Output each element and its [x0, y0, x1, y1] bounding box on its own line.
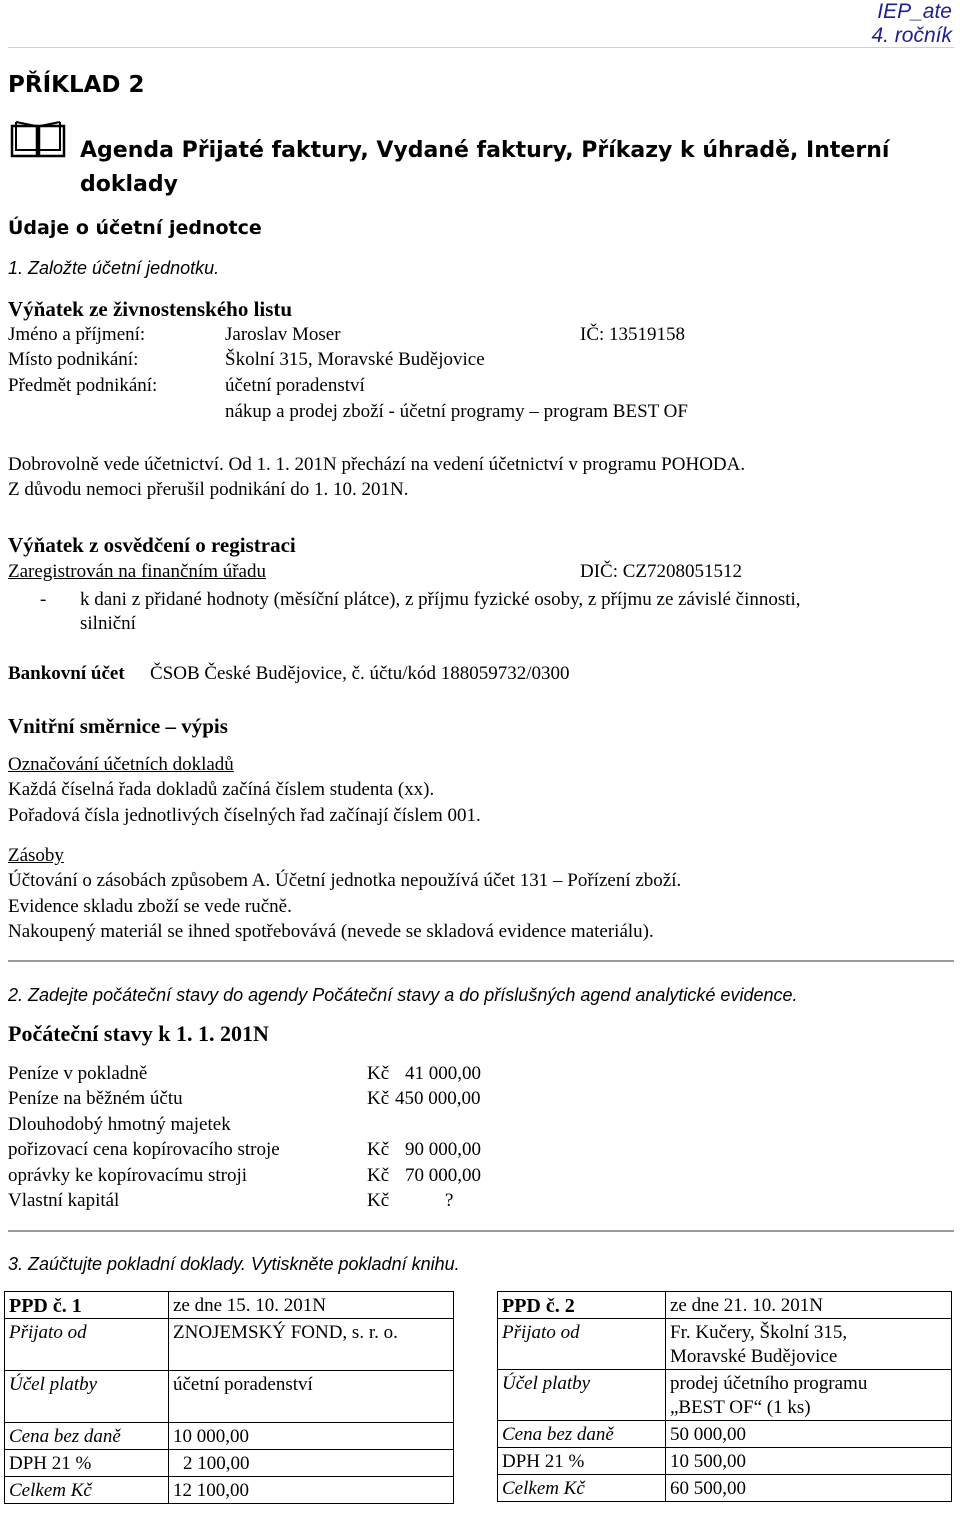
business-value-2: nákup a prodej zboží - účetní programy – program BEST OF [225, 401, 688, 422]
opening-row-amount: ? [445, 1190, 454, 1211]
ppd-row [5, 1477, 454, 1504]
agenda-heading-line2: doklady [80, 172, 178, 197]
ppd-value: 2 100,00 [169, 1450, 454, 1477]
opening-row-currency: Kč [367, 1190, 390, 1211]
task-2: 2. Zadejte počáteční stavy do agendy Počáteční stavy a do příslušných agend analytické evidence. [8, 985, 798, 1005]
ppd-value: ZNOJEMSKÝ FOND, s. r. o. [169, 1319, 454, 1371]
ppd-label: DPH 21 % [498, 1448, 666, 1475]
opening-row-label: pořizovací cena kopírovacího stroje [8, 1139, 280, 1160]
ppd-label: Cena bez daně [498, 1421, 666, 1448]
ppd-date: ze dne 21. 10. 201N [666, 1292, 952, 1319]
opening-row-currency: Kč [367, 1139, 390, 1160]
trade-license-title: Výňatek ze živnostenského listu [8, 297, 293, 321]
ppd-label: Přijato od [498, 1319, 666, 1370]
opening-row-currency: Kč [367, 1088, 390, 1109]
ppd-label: Přijato od [5, 1319, 169, 1371]
ppd-title: PPD č. 2 [498, 1292, 666, 1319]
ppd-value [666, 1319, 952, 1370]
ppd-value: 10 500,00 [666, 1448, 952, 1475]
ppd-row [498, 1370, 952, 1421]
business-label: Předmět podnikání: [8, 375, 158, 396]
opening-row-label: Peníze v pokladně [8, 1063, 148, 1084]
ppd-value: 10 000,00 [169, 1423, 454, 1450]
divider-1 [8, 960, 954, 962]
marking-line-2: Pořadová čísla jednotlivých číselných řad začínají číslem 001. [8, 805, 481, 826]
ppd-row [498, 1421, 952, 1448]
owner-label: Jméno a příjmení: [8, 324, 146, 345]
ppd-row [5, 1423, 454, 1450]
opening-row-currency: Kč [367, 1063, 390, 1084]
ico-value: IČ: 13519158 [580, 324, 686, 345]
opening-row-amount: 70 000,00 [405, 1165, 481, 1186]
stock-line-3: Nakoupený materiál se ihned spotřebovává (nevede se skladová evidence materiálu). [8, 921, 654, 942]
marking-title: Označování účetních dokladů [8, 754, 234, 775]
taxes-line-2: silniční [80, 613, 136, 634]
opening-row-amount: 450 000,00 [395, 1088, 481, 1109]
ppd-row [5, 1319, 454, 1371]
ppd-value [666, 1370, 952, 1421]
ppd-value-line: Moravské Budějovice [670, 1346, 838, 1367]
opening-row-label: Peníze na běžném účtu [8, 1088, 183, 1109]
ppd-value: 60 500,00 [666, 1475, 952, 1502]
ppd-label: DPH 21 % [5, 1450, 169, 1477]
section-heading: Údaje o účetní jednotce [8, 217, 262, 239]
ppd-row [498, 1475, 952, 1502]
opening-row-label: Vlastní kapitál [8, 1190, 120, 1211]
ppd-row [498, 1448, 952, 1475]
ppd-label: Cena bez daně [5, 1423, 169, 1450]
ppd-1-table [4, 1291, 454, 1504]
ppd-row [5, 1292, 454, 1319]
divider-2 [8, 1230, 954, 1232]
stock-line-1: Účtování o zásobách způsobem A. Účetní jednotka nepoužívá účet 131 – Pořízení zboží. [8, 870, 682, 891]
stock-title: Zásoby [8, 845, 64, 866]
taxes-line-1: k dani z přidané hodnoty (měsíční plátce), z příjmu fyzické osoby, z příjmu ze závislé činnosti, [80, 589, 801, 610]
ppd-2-table [497, 1291, 952, 1502]
opening-row-currency: Kč [367, 1165, 390, 1186]
bank-label: Bankovní účet [8, 663, 125, 684]
taxes-dash: - [40, 589, 47, 610]
accounting-note-2: Z důvodu nemoci přerušil podnikání do 1. 10. 201N. [8, 479, 409, 500]
ppd-row [5, 1371, 454, 1423]
book-icon [10, 120, 66, 160]
ppd-row [5, 1450, 454, 1477]
page-title: PŘÍKLAD 2 [8, 72, 145, 98]
header-course: IEP_ate [877, 0, 952, 23]
stock-line-2: Evidence skladu zboží se vede ručně. [8, 896, 292, 917]
ppd-value-line: prodej účetního programu [670, 1373, 868, 1394]
ppd-value: 50 000,00 [666, 1421, 952, 1448]
bank-value: ČSOB České Budějovice, č. účtu/kód 188059732/0300 [150, 663, 570, 684]
guidelines-title: Vnitřní směrnice – výpis [8, 714, 228, 738]
ppd-label: Účel platby [5, 1371, 169, 1423]
ppd-label: Účel platby [498, 1370, 666, 1421]
ppd-date: ze dne 15. 10. 201N [169, 1292, 454, 1319]
opening-row-label: oprávky ke kopírovacímu stroji [8, 1165, 248, 1186]
ppd-value-line: Fr. Kučery, Školní 315, [670, 1322, 848, 1343]
ppd-value: účetní poradenství [169, 1371, 454, 1423]
business-value-1: účetní poradenství [225, 375, 365, 396]
opening-row-label: Dlouhodobý hmotný majetek [8, 1114, 231, 1135]
ppd-value-line: „BEST OF“ (1 ks) [670, 1397, 811, 1418]
place-label: Místo podnikání: [8, 349, 139, 370]
ppd-value: 12 100,00 [169, 1477, 454, 1504]
ppd-label: Celkem Kč [498, 1475, 666, 1502]
dic-value: DIČ: CZ7208051512 [580, 561, 743, 582]
tax-office: Zaregistrován na finančním úřadu [8, 561, 266, 582]
owner-value: Jaroslav Moser [225, 324, 341, 345]
accounting-note-1: Dobrovolně vede účetnictví. Od 1. 1. 201N přechází na vedení účetnictví v programu POHODA. [8, 454, 746, 475]
header-year: 4. ročník [871, 24, 952, 47]
task-3: 3. Zaúčtujte pokladní doklady. Vytiskněte pokladní knihu. [8, 1254, 460, 1274]
ppd-title: PPD č. 1 [5, 1292, 169, 1319]
ppd-row [498, 1292, 952, 1319]
opening-title: Počáteční stavy k 1. 1. 201N [8, 1021, 269, 1046]
ppd-row [498, 1319, 952, 1370]
opening-row-amount: 41 000,00 [405, 1063, 481, 1084]
marking-line-1: Každá číselná řada dokladů začíná číslem studenta (xx). [8, 779, 435, 800]
registration-title: Výňatek z osvědčení o registraci [8, 533, 296, 557]
header-rule [8, 47, 954, 48]
task-1: 1. Založte účetní jednotku. [8, 258, 220, 278]
place-value: Školní 315, Moravské Budějovice [225, 349, 485, 370]
agenda-heading-line1: Agenda Přijaté faktury, Vydané faktury, Příkazy k úhradě, Interní [80, 138, 890, 163]
ppd-label: Celkem Kč [5, 1477, 169, 1504]
opening-row-amount: 90 000,00 [405, 1139, 481, 1160]
